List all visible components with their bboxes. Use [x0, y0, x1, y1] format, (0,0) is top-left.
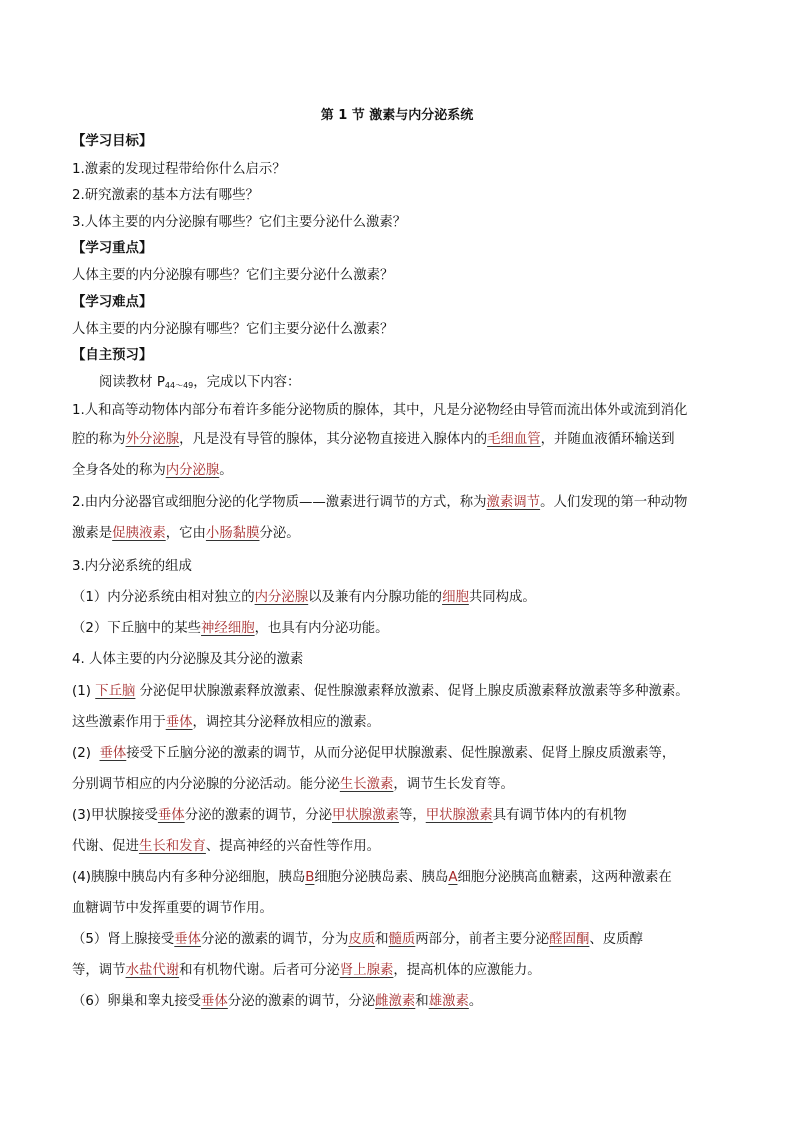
objective-3: 3.人体主要的内分泌腺有哪些？它们主要分泌什么激素？: [72, 215, 407, 230]
q1-line-3: [72, 462, 233, 480]
q3-sub-1: [72, 589, 536, 607]
preview-header: 【自主预习】: [72, 348, 153, 363]
answer-endocrine: 内分泌腺: [165, 463, 220, 478]
q4-text: (1): [72, 684, 91, 699]
q4-text: 、皮质醇: [589, 932, 643, 947]
answer-estrogen: 雌激素: [375, 994, 416, 1009]
answer-growth-development: 生长和发育: [138, 839, 206, 854]
q4-text: ，调控其分泌释放相应的激素。: [192, 715, 380, 730]
q2-text: ，它由: [165, 526, 206, 541]
q4-text: 细胞分泌胰岛素、胰岛: [314, 870, 449, 885]
answer-hormone-regulation: 激素调节: [486, 495, 541, 510]
answer-medulla: 髓质: [388, 932, 416, 947]
q4-text: 等，: [398, 808, 426, 823]
q4-p3-line-2: [72, 838, 380, 856]
answer-adrenaline: 肾上腺素: [339, 963, 394, 978]
answer-exocrine: 外分泌腺: [125, 432, 180, 447]
answer-intestinal-mucosa: 小肠黏膜: [205, 526, 260, 541]
q4-p4-line-2: 血糖调节中发挥重要的调节作用。: [72, 901, 273, 916]
q3-text: 共同构成。: [468, 590, 536, 605]
answer-pituitary: 垂体: [99, 746, 127, 761]
q4-p4-line-1: [72, 869, 672, 887]
preview-intro-pre: 阅读教材 P: [99, 375, 165, 390]
answer-thyroid-hormone: 甲状腺激素: [332, 808, 399, 823]
q4-text: 具有调节体内的有机物: [492, 808, 627, 823]
q1-text: ，并随血液循环输送到: [540, 432, 675, 447]
answer-pituitary: 垂体: [174, 932, 202, 947]
q2-line-1: [72, 494, 687, 512]
difficulty-text: 人体主要的内分泌腺有哪些？它们主要分泌什么激素？: [72, 322, 394, 337]
q4-text: 两部分，前者主要分泌: [415, 932, 550, 947]
q4-text: (3)甲状腺接受: [72, 808, 158, 823]
answer-capillary: 毛细血管: [487, 432, 541, 447]
q4-text: (2): [72, 746, 91, 761]
answer-a-cell: A: [448, 870, 458, 885]
objective-1: 1.激素的发现过程带给你什么启示？: [72, 162, 286, 177]
answer-secretin: 促胰液素: [112, 526, 166, 541]
q1-line-1: 1.人和高等动物体内部分布着许多能分泌物质的腺体，其中，凡是分泌物经由导管而流出体外或流到消化: [72, 403, 688, 418]
q4-text: 。: [468, 994, 483, 1009]
q4-text: 分别调节相应的内分泌腺的分泌活动。能分泌: [72, 777, 340, 792]
q4-p5-line-1: [72, 931, 643, 949]
q4-text: ，提高机体的应激能力。: [393, 963, 541, 978]
q3-text: 以及兼有内分腺功能的: [308, 590, 443, 605]
q4-text: 分泌的激素的调节，分泌: [184, 808, 332, 823]
q4-p1-line-1: [72, 683, 689, 701]
q4-text: 和: [415, 994, 429, 1009]
answer-cortex: 皮质: [348, 932, 376, 947]
q2-text: 分泌。: [259, 526, 300, 541]
answer-pituitary: 垂体: [157, 808, 185, 823]
answer-thyroid-hormone: 甲状腺激素: [425, 808, 493, 823]
objectives-header: 【学习目标】: [72, 134, 153, 149]
preview-pages: 44～49: [164, 381, 194, 390]
answer-endocrine-gland: 内分泌腺: [254, 590, 309, 605]
q4-text: 、提高神经的兴奋性等作用。: [205, 839, 380, 854]
q4-p2-line-1: [72, 745, 675, 763]
q4-text: 细胞分泌胰高血糖素，这两种激素在: [457, 870, 672, 885]
answer-androgen: 雄激素: [428, 994, 469, 1009]
q3-text: （2）下丘脑中的某些: [72, 621, 202, 636]
q3-text: （1）内分泌系统由相对独立的: [72, 590, 255, 605]
objective-2: 2.研究激素的基本方法有哪些？: [72, 188, 259, 203]
difficulties-header: 【学习难点】: [72, 295, 153, 310]
answer-growth-hormone: 生长激素: [339, 777, 394, 792]
q1-line-2: [72, 431, 675, 449]
q2-line-2: [72, 525, 300, 543]
preview-intro: [99, 374, 300, 395]
q1-text: ，凡是没有导管的腺体，其分泌物直接进入腺体内的: [179, 432, 488, 447]
q4-text: 分泌的激素的调节，分为: [201, 932, 349, 947]
q4-text: 和: [375, 932, 389, 947]
q4-text: （6）卵巢和睾丸接受: [72, 994, 202, 1009]
answer-hypothalamus: 下丘脑: [95, 684, 136, 699]
q3-sub-2: [72, 620, 389, 638]
key-point-text: 人体主要的内分泌腺有哪些？它们主要分泌什么激素？: [72, 268, 394, 283]
q4-p6-line-1: [72, 993, 482, 1011]
answer-water-salt-metabolism: 水盐代谢: [125, 963, 180, 978]
q4-text: 接受下丘脑分泌的激素的调节，从而分泌促甲状腺激素、促性腺激素、促肾上腺皮质激素等，: [126, 746, 676, 761]
q4-text: 代谢、促进: [72, 839, 139, 854]
answer-aldosterone: 醛固酮: [549, 932, 590, 947]
q4-p2-line-2: [72, 776, 514, 794]
q4-text: 这些激素作用于: [72, 715, 166, 730]
q4-text: ，调节生长发育等。: [393, 777, 514, 792]
q2-text: 2.由内分泌器官或细胞分泌的化学物质——激素进行调节的方式，称为: [72, 495, 487, 510]
q4-p3-line-1: [72, 807, 627, 825]
q4-p5-line-2: [72, 962, 541, 980]
q4-heading: 4. 人体主要的内分泌腺及其分泌的激素: [72, 652, 304, 667]
q4-text: (4)胰腺中胰岛内有多种分泌细胞，胰岛: [72, 870, 306, 885]
q4-text: 等，调节: [72, 963, 126, 978]
q4-text: 分泌促甲状腺激素释放激素、促性腺激素释放激素、促肾上腺皮质激素释放激素等多种激素。: [139, 684, 689, 699]
q3-text: ，也具有内分泌功能。: [254, 621, 389, 636]
preview-intro-post: ，完成以下内容：: [193, 375, 301, 390]
q4-p1-line-2: [72, 714, 380, 732]
q1-text: 腔的称为: [72, 432, 126, 447]
q4-text: 分泌的激素的调节，分泌: [227, 994, 376, 1009]
answer-b-cell: B: [305, 870, 315, 885]
q4-text: 和有机物代谢。后者可分泌: [179, 963, 340, 978]
answer-nerve-cells: 神经细胞: [201, 621, 255, 636]
q1-text: 。: [219, 463, 233, 478]
q3-heading: 3.内分泌系统的组成: [72, 559, 192, 574]
answer-pituitary: 垂体: [165, 715, 193, 730]
q2-text: 。人们发现的第一种动物: [540, 495, 688, 510]
q1-text: 全身各处的称为: [72, 463, 166, 478]
key-points-header: 【学习重点】: [72, 241, 153, 256]
answer-pituitary: 垂体: [201, 994, 228, 1009]
q4-text: （5）肾上腺接受: [72, 932, 175, 947]
page-title: 第 1 节 激素与内分泌系统: [320, 108, 474, 123]
answer-cells: 细胞: [442, 590, 469, 605]
q2-text: 激素是: [72, 526, 113, 541]
